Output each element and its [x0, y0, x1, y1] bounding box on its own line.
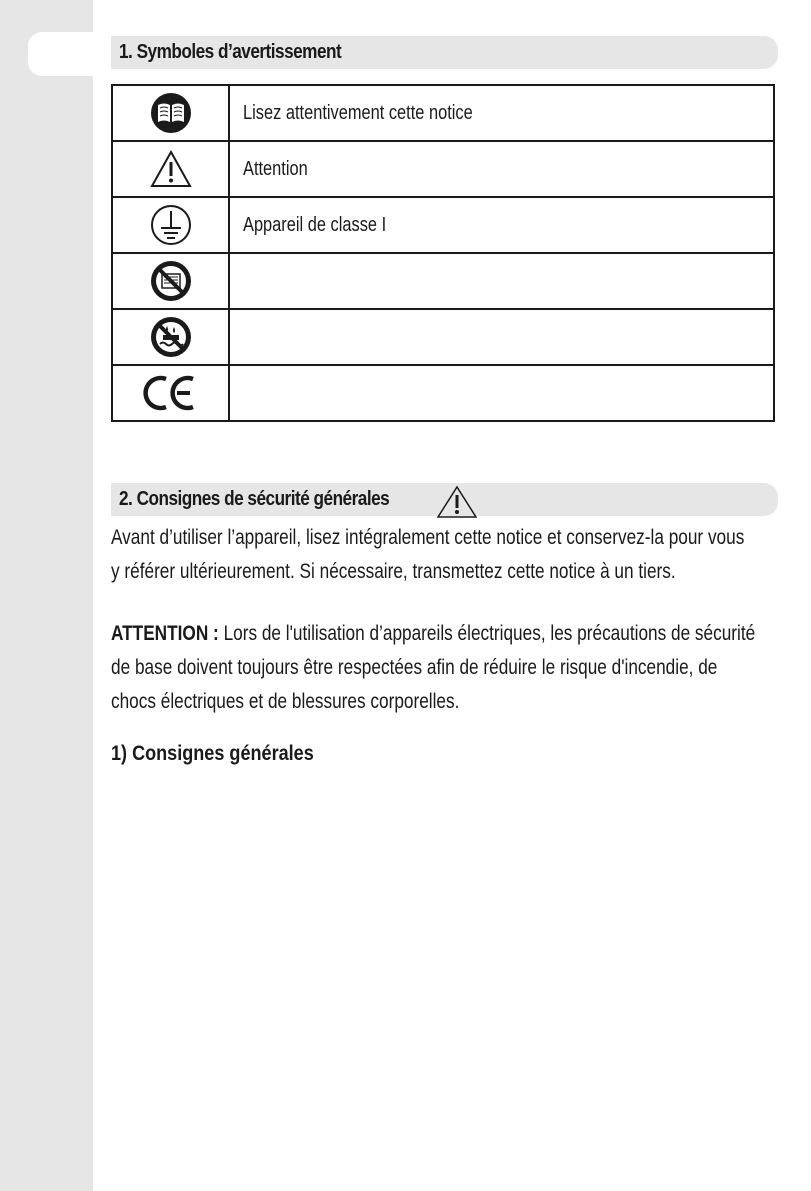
do-not-cover-icon	[150, 260, 192, 302]
symbol-cell	[112, 253, 229, 309]
warning-symbols-table	[111, 84, 775, 422]
table-row	[112, 365, 774, 421]
symbol-cell	[112, 365, 229, 421]
table-row	[112, 85, 774, 141]
symbol-description	[229, 85, 774, 141]
attention-text: Lors de l'utilisation d’appareils électriques, les précautions de sécurité	[218, 622, 756, 645]
symbol-description	[229, 309, 774, 365]
symbol-cell	[112, 85, 229, 141]
table-row	[112, 141, 774, 197]
symbol-description	[229, 253, 774, 309]
protective-earth-icon	[150, 204, 192, 246]
symbol-label: Appareil de classe I	[243, 213, 387, 236]
table-row	[112, 309, 774, 365]
table-row	[112, 197, 774, 253]
intro-paragraph	[111, 521, 744, 589]
intro-line: Avant d’utiliser l’appareil, lisez intégralement cette notice et conservez-la pour vous	[111, 526, 745, 549]
intro-line: y référer ultérieurement. Si nécessaire, transmettez cette notice à un tiers.	[111, 560, 676, 583]
attention-label: ATTENTION :	[111, 622, 219, 645]
symbol-label: Lisez attentivement cette notice	[243, 101, 473, 124]
symbol-description	[229, 141, 774, 197]
symbol-cell	[112, 141, 229, 197]
attention-line: de base doivent toujours être respectées afin de réduire le risque d'incendie, de	[111, 656, 718, 679]
margin-tab	[28, 32, 98, 76]
symbol-description	[229, 197, 774, 253]
warning-triangle-icon	[435, 485, 479, 519]
no-water-icon	[150, 316, 192, 358]
symbol-label: Attention	[243, 157, 308, 180]
attention-paragraph	[111, 617, 755, 719]
table-row	[112, 253, 774, 309]
attention-line: chocs électriques et de blessures corporelles.	[111, 690, 460, 713]
section-1-header	[111, 36, 778, 69]
symbol-description	[229, 365, 774, 421]
attention-line	[111, 617, 755, 651]
section-1-title: 1. Symboles d’avertissement	[119, 41, 342, 63]
read-manual-icon	[150, 92, 192, 134]
symbol-cell	[112, 197, 229, 253]
section-2-title: 2. Consignes de sécurité générales	[119, 488, 390, 510]
page-margin	[0, 0, 93, 1191]
subsection-heading: 1) Consignes générales	[111, 742, 314, 765]
warning-triangle-icon	[149, 149, 193, 189]
symbol-cell	[112, 309, 229, 365]
ce-mark-icon	[143, 373, 199, 413]
